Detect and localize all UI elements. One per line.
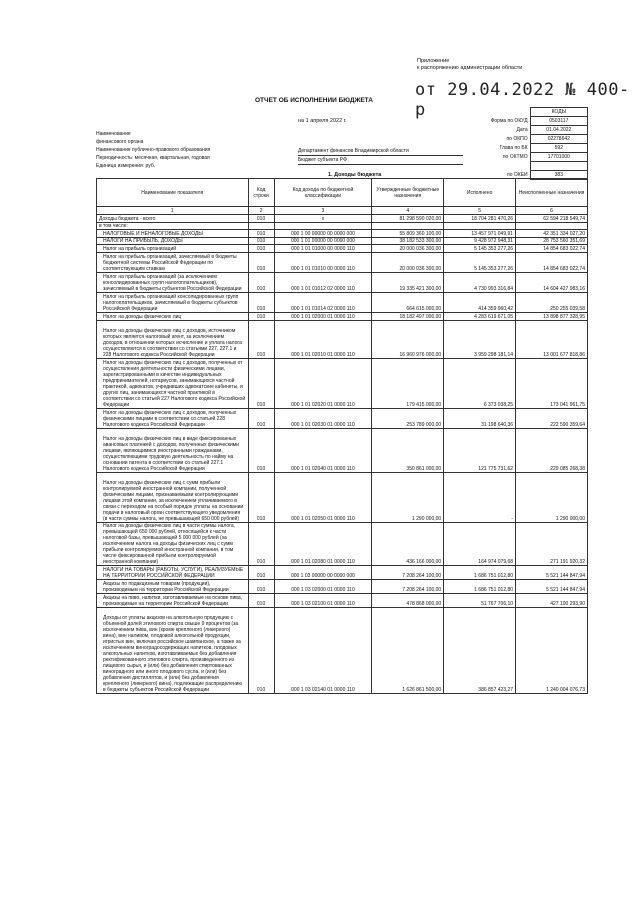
cell-line: 010 — [248, 321, 274, 359]
cell-executed: 121 775 731,62 — [444, 429, 516, 473]
code-label: Глава по БК — [499, 145, 528, 151]
cell-line: 010 — [248, 594, 274, 608]
cell-executed: 51 767 706,10 — [444, 594, 516, 608]
cell-name: в том числе: — [97, 223, 249, 230]
report-title: ОТЧЕТ ОБ ИСПОЛНЕНИИ БЮДЖЕТА — [255, 97, 373, 104]
handwritten-order-number: от 29.04.2022 № 400-р — [415, 80, 630, 120]
cell-name: Налог на доходы физических лиц — [97, 313, 249, 321]
col-number: 4 — [372, 207, 444, 215]
cell-remaining: 14 854 683 022,74 — [516, 253, 588, 273]
col-header-remaining: Неисполненные назначения — [516, 179, 588, 207]
cell-remaining: 42 351 334 027,20 — [516, 230, 588, 238]
cell-code: 000 1 01 01000 00 0000 110 — [274, 245, 372, 253]
cell-approved: 18 182 497 000,00 — [372, 313, 444, 321]
cell-line: 010 — [248, 608, 274, 694]
col-number: 2 — [248, 207, 274, 215]
cell-approved: 38 182 533 300,00 — [372, 238, 444, 245]
code-label: по ОКПО — [506, 136, 528, 142]
code-label: Форма по ОКУД — [490, 118, 528, 124]
col-number: 5 — [444, 207, 516, 215]
appendix-line1: Приложение — [417, 58, 450, 64]
codes-block — [468, 107, 588, 180]
header-label-finorgan: финансового органа — [96, 139, 144, 145]
table-row — [97, 230, 588, 238]
header-budget: Бюджет субъекта РФ — [298, 156, 463, 165]
cell-line: 010 — [248, 429, 274, 473]
col-number: 1 — [97, 207, 249, 215]
table-row — [97, 409, 588, 429]
col-header-executed: Исполнено — [444, 179, 516, 207]
col-header-name: Наименование показателя — [97, 179, 249, 207]
cell-remaining: 271 191 920,32 — [516, 523, 588, 566]
cell-executed: 5 145 353 277,26 — [444, 253, 516, 273]
cell-remaining: 250 255 039,58 — [516, 293, 588, 313]
cell-executed: 1 686 751 012,80 — [444, 566, 516, 580]
cell-approved: 16 960 976 000,00 — [372, 321, 444, 359]
cell-approved: 7 208 264 100,00 — [372, 566, 444, 580]
cell-name: Налог на доходы физических лиц в виде фиксированных авансовых платежей с доходов, полученных физическими лицами, являющимися иностранными гражданами, осуществляющими трудовую деятельность по найму на основании патента в соответствии со статьей 227.1 Налогового кодекса Российской Федерации — [97, 429, 249, 473]
cell-remaining: 229 085 268,38 — [516, 429, 588, 473]
cell-approved: 7 208 264 100,00 — [372, 580, 444, 594]
cell-line: 010 — [248, 230, 274, 238]
appendix-note — [417, 58, 522, 72]
table-row — [97, 238, 588, 245]
cell-code: 000 1 01 01014 02 0000 110 — [274, 293, 372, 313]
cell-line: 010 — [248, 359, 274, 409]
cell-remaining: 5 521 144 847,94 — [516, 580, 588, 594]
cell-code: 000 1 03 02100 01 0000 110 — [274, 594, 372, 608]
cell-line: 010 — [248, 215, 274, 223]
cell-remaining: 1 290 000,00 — [516, 473, 588, 523]
header-label-unit: Единица измерения: руб. — [96, 163, 156, 169]
table-row — [97, 608, 588, 694]
cell-remaining: 13 001 677 818,86 — [516, 321, 588, 359]
cell-remaining: 62 594 218 549,74 — [516, 215, 588, 223]
cell-approved: 478 868 000,00 — [372, 594, 444, 608]
table-row — [97, 594, 588, 608]
cell-name: Налог на доходы физических лиц с доходов, полученных от осуществления деятельности физическими лицами, зарегистрированными в качестве индивидуальных предпринимателей, нотариусов, занимающихся частной практикой, адвокатов, учредивших адвокатские кабинеты, и других лиц, занимающихся частной практикой в соответствии со статьей 227 Налогового кодекса Российской Федерации — [97, 359, 249, 409]
cell-name: Акцизы по подакцизным товарам (продукции), производимым на территории Российской Федерации — [97, 580, 249, 594]
cell-approved: 253 789 000,00 — [372, 409, 444, 429]
cell-executed: 4 730 993 316,84 — [444, 273, 516, 293]
cell-name: Налог на доходы физических лиц с сумм прибыли контролируемой иностранной компании, полученной физическими лицами, признаваемыми контролирующими лицами этой компании, за исключением уплачиваемого в связи с переходом на особый порядок уплаты на основании подачи в налоговый орган соответствующего уведомления (в части суммы налога, не превышающей 650 000 рублей) — [97, 473, 249, 523]
cell-code — [274, 223, 372, 230]
table-row — [97, 566, 588, 580]
cell-name: Налог на доходы физических лиц с доходов, полученных физическими лицами в соответствии со статьей 228 Налогового кодекса Российской Федерации — [97, 409, 249, 429]
appendix-line2: к распоряжению администрации области — [417, 65, 523, 71]
cell-executed: 414 359 960,42 — [444, 293, 516, 313]
table-row — [97, 313, 588, 321]
table-row — [97, 523, 588, 566]
report-date: на 1 апреля 2022 г. — [298, 118, 347, 124]
table-row — [97, 321, 588, 359]
header-values — [298, 147, 463, 165]
cell-remaining: 5 521 144 847,94 — [516, 566, 588, 580]
cell-approved: 179 415 000,00 — [372, 359, 444, 409]
cell-executed: 5 145 353 277,26 — [444, 245, 516, 253]
code-label — [468, 162, 530, 171]
cell-remaining — [516, 223, 588, 230]
cell-approved: 20 000 036 300,00 — [372, 245, 444, 253]
cell-executed: 1 686 751 012,80 — [444, 580, 516, 594]
cell-approved: 436 166 000,00 — [372, 523, 444, 566]
cell-approved: 20 000 036 300,00 — [372, 253, 444, 273]
cell-code: 000 1 03 02140 01 0000 110 — [274, 608, 372, 694]
cell-name: Налог на доходы физических лиц с доходов, источником которых является налоговый агент, за исключением доходов, в отношении которых исчисление и уплата налога осуществляются в соответствии со статьями 227, 227.1 и 228 Налогового кодекса Российской Федерации — [97, 321, 249, 359]
income-table-body — [97, 215, 588, 694]
cell-line: 010 — [248, 238, 274, 245]
cell-approved: 350 861 000,00 — [372, 429, 444, 473]
cell-executed: 6 373 038,25 — [444, 359, 516, 409]
cell-line: 010 — [248, 566, 274, 580]
cell-code: 000 1 01 01010 00 0000 110 — [274, 253, 372, 273]
col-number: 3 — [274, 207, 372, 215]
cell-name: НАЛОГИ НА ПРИБЫЛЬ, ДОХОДЫ — [97, 238, 249, 245]
header-label-period: Периодичность: месячная, квартальная, годовая — [96, 155, 210, 161]
cell-name: Доходы от уплаты акцизов на алкогольную продукцию с объемной долей этилового спирта свыше 9 процентов (за исключением пива, вин (кроме крепленого (ликерного) вина), вин наливом, плодовой алкогольной продукции, игристых вин, включая российское шампанское, а также за исключением виноградосодержащих напитков, плодовых алкогольных напитков, изготавливаемых без добавления ректификованного этилового спирта, произведенного из пищевого сырья, и (или) без добавления спиртованных виноградного или иного плодового сусла, и (или) без добавления дистиллятов, и (или) без добавления крепленого (ликерного) вина), подлежащие распределению в бюджеты субъектов Российской Федерации — [97, 608, 249, 694]
cell-remaining: 28 753 560 351,69 — [516, 238, 588, 245]
cell-remaining: 13 898 877 328,95 — [516, 313, 588, 321]
cell-remaining: 427 100 293,90 — [516, 594, 588, 608]
table-row — [97, 245, 588, 253]
cell-executed: 13 457 971 049,91 — [444, 230, 516, 238]
cell-code: 000 1 01 02020 01 0000 110 — [274, 359, 372, 409]
code-value: КОДЫ — [530, 108, 587, 117]
cell-line: 010 — [248, 473, 274, 523]
cell-executed: 386 857 423,27 — [444, 608, 516, 694]
cell-approved: 1 290 000,00 — [372, 473, 444, 523]
cell-name: Налог на прибыль организаций консолидированных групп налогоплательщиков, зачисляемый в бюджеты субъектов Российской Федерации — [97, 293, 249, 313]
header-label-ppo: Наименование публично-правового образования — [96, 147, 211, 153]
cell-remaining: 173 041 961,75 — [516, 359, 588, 409]
cell-executed — [444, 223, 516, 230]
table-row — [97, 580, 588, 594]
cell-code: х — [274, 215, 372, 223]
cell-name: Налог на прибыль организаций (за исключением консолидированных групп налогоплательщиков), зачисляемый в бюджеты субъектов Российской Федерации — [97, 273, 249, 293]
cell-executed: 4 283 619 671,05 — [444, 313, 516, 321]
section-title: 1. Доходы бюджета — [328, 172, 382, 178]
col-header-line: Код строки — [248, 179, 274, 207]
table-row — [97, 293, 588, 313]
cell-name: Налог на прибыль организаций — [97, 245, 249, 253]
col-header-code: Код дохода по бюджетной классификации — [274, 179, 372, 207]
code-label: по ОКТМО — [502, 154, 528, 160]
table-row — [97, 429, 588, 473]
cell-approved — [372, 223, 444, 230]
code-label: по ОКЕИ — [507, 172, 528, 178]
cell-code: 000 1 00 00000 00 0000 000 — [274, 230, 372, 238]
cell-remaining: 222 590 359,64 — [516, 409, 588, 429]
cell-approved: 1 626 861 500,00 — [372, 608, 444, 694]
cell-line: 010 — [248, 523, 274, 566]
table-row — [97, 215, 588, 223]
cell-code: 000 1 03 02000 01 0000 110 — [274, 580, 372, 594]
code-value: 383 — [530, 171, 587, 180]
code-value: 592 — [530, 144, 587, 153]
cell-name: Акцизы на пиво, напитки, изготавливаемые на основе пива, производимые на территории Российской Федерации — [97, 594, 249, 608]
cell-line — [248, 223, 274, 230]
cell-name: Доходы бюджета - всего — [97, 215, 249, 223]
codes-table — [468, 107, 588, 180]
code-label: Дата — [516, 127, 528, 133]
col-number: 6 — [516, 207, 588, 215]
code-value — [530, 162, 587, 171]
cell-code: 000 1 01 02030 01 0000 110 — [274, 409, 372, 429]
cell-line: 010 — [248, 409, 274, 429]
cell-remaining: 1 240 004 076,73 — [516, 608, 588, 694]
header-labels — [96, 130, 210, 170]
code-label — [468, 108, 530, 117]
header-label-name: Наименование — [96, 131, 131, 137]
cell-line: 010 — [248, 245, 274, 253]
cell-code: 000 1 01 02000 01 0000 110 — [274, 313, 372, 321]
cell-executed: 18 704 281 470,26 — [444, 215, 516, 223]
table-row — [97, 253, 588, 273]
cell-line: 010 — [248, 253, 274, 273]
cell-executed: 31 198 640,36 — [444, 409, 516, 429]
cell-name: НАЛОГОВЫЕ И НЕНАЛОГОВЫЕ ДОХОДЫ — [97, 230, 249, 238]
cell-line: 010 — [248, 313, 274, 321]
cell-line: 010 — [248, 580, 274, 594]
cell-line: 010 — [248, 293, 274, 313]
cell-name: Налог на доходы физических лиц в части суммы налога, превышающей 650 000 рублей, относящейся к части налоговой базы, превышающей 5 000 000 рублей (за исключением налога на доходы физических лиц с сумм прибыли контролируемой иностранной компании, в том числе фиксированной прибыли контролируемой иностранной компании) — [97, 523, 249, 566]
cell-executed: 9 428 972 948,31 — [444, 238, 516, 245]
cell-remaining: 14 854 683 022,74 — [516, 245, 588, 253]
cell-code: 000 1 03 00000 00 0000 000 — [274, 566, 372, 580]
col-header-approved: Утвержденные бюджетные назначения — [372, 179, 444, 207]
code-value: 02278642 — [530, 135, 587, 144]
cell-approved: 81 298 590 020,00 — [372, 215, 444, 223]
code-value: 17701000 — [530, 153, 587, 162]
cell-code: 000 1 01 02050 01 0000 110 — [274, 473, 372, 523]
cell-executed: - — [444, 473, 516, 523]
cell-code: 000 1 01 02040 01 0000 110 — [274, 429, 372, 473]
cell-name: Налог на прибыль организаций, зачисляемый в бюджеты бюджетной системы Российской Федерации по соответствующим ставкам — [97, 253, 249, 273]
cell-remaining: 14 604 427 983,16 — [516, 273, 588, 293]
cell-approved: 664 615 000,00 — [372, 293, 444, 313]
cell-approved: 55 809 360 100,00 — [372, 230, 444, 238]
cell-code: 000 1 01 02080 01 0000 110 — [274, 523, 372, 566]
cell-code: 000 1 01 01012 02 0000 110 — [274, 273, 372, 293]
table-row — [97, 473, 588, 523]
code-value: 0503117 — [530, 117, 587, 126]
cell-executed: 3 959 298 181,14 — [444, 321, 516, 359]
cell-code: 000 1 01 02010 01 0000 110 — [274, 321, 372, 359]
header-org: Департамент финансов Владимирской области — [298, 147, 463, 156]
cell-name: НАЛОГИ НА ТОВАРЫ (РАБОТЫ, УСЛУГИ), РЕАЛИЗУЕМЫЕ НА ТЕРРИТОРИИ РОССИЙСКОЙ ФЕДЕРАЦИИ — [97, 566, 249, 580]
cell-approved: 19 335 421 300,00 — [372, 273, 444, 293]
income-table — [96, 178, 588, 694]
cell-code: 000 1 01 00000 00 0000 000 — [274, 238, 372, 245]
table-row — [97, 359, 588, 409]
table-row — [97, 223, 588, 230]
table-row — [97, 273, 588, 293]
code-value: 01.04.2022 — [530, 126, 587, 135]
cell-executed: 164 974 079,68 — [444, 523, 516, 566]
cell-line: 010 — [248, 273, 274, 293]
